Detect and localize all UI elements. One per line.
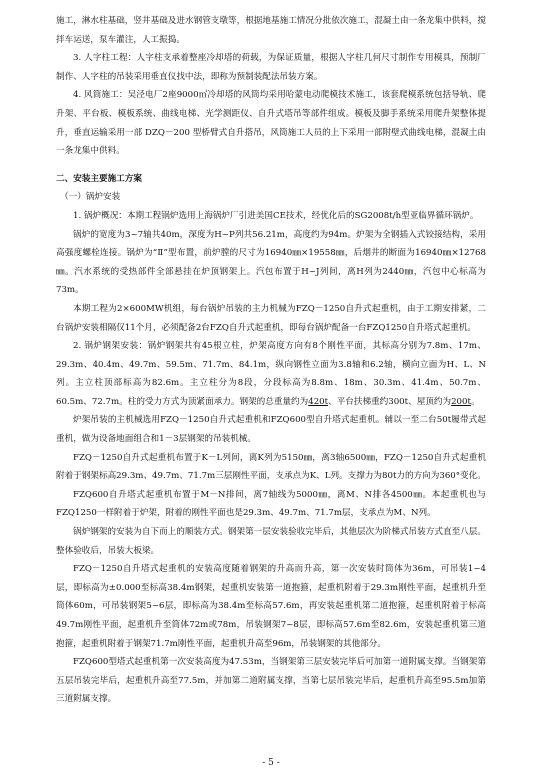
roof-weight: 200t — [451, 396, 471, 407]
paragraph-fzq1250-climbing: FZQ－1250自升塔式起重机的安装高度随着钢架的升高而升高，第一次安装时筒体为36m，可吊装1~4层，即标高为±0.000至标高38.4m钢架，起重机安装第一道抱箍，起重机附着于29.3m刚性平面，起重机升至筒体60m，可吊装钢架5~6层，即标高为38.4m至标高57.6m，再安装起重机第二道抱箍，起重机附着于标高49.7m刚性平面，起重机升至筒体72m或78m，吊装钢架7~8层，即标高57.6m至82.6m，安装起重机第三道抱箍，起重机附着于钢架71.7m刚性平面，起重机升高至96m，吊装钢架的其他部分。 — [56, 564, 486, 649]
section-heading: 二、安装主要施工方案 — [56, 173, 142, 184]
paragraph-installation-order: 锅炉钢架的安装为自下而上的顺装方式。钢架第一层安装验收完毕后，其他层次为阶梯式吊装方式直至八层。整体验收后，吊装大板梁。 — [56, 527, 486, 556]
paragraph-fzq600-climbing: FZQ600型塔式起重机第一次安装高度为47.53m，当钢架第三层安装完毕后可加第一道附属支撑。当钢架第五层吊装完毕后，起重机升高至77.5m，并加第二道附属支撑，当第七层吊装完毕后，起重机升高至95.5m加第三道附属支撑。 — [56, 657, 486, 705]
frame-end-text: 。 — [470, 396, 480, 407]
paragraph-crane-config: 本期工程为2×600MW机组，每台锅炉吊装的主力机械为FZQ－1250自升式起重机，由于工期安排紧，二台锅炉安装相隔仅11个月，必须配备2台FZQ自升式起重机，即每台锅炉配备一台FZQ1250自升塔式起重机。 — [56, 303, 486, 333]
paragraph-fzq1250-layout: FZQ－1250自升式起重机布置于K－L列间，离K列为5150㎜，离3轴6500㎜，FZQ－1250自升式起重机附着于钢架标高29.3m、49.7m、71.7m三层刚性平面，支承点为K、L列。支撑力为80t力的方向为360°变化。 — [56, 452, 486, 482]
paragraph-fzq600-layout: FZQ600自升塔式起重机布置于M－N排间，离7轴线为5000㎜，离M、N排各4500㎜。本起重机也与FZQ1250一样附着于炉架，附着的刚性平面也是29.3m、49.7m、71.7m层，支承点为M、N列。 — [56, 489, 486, 519]
paragraph-steel-frame — [56, 337, 486, 411]
steel-frame-text: 2. 锅炉钢架安装：锅炉钢架共有45根立柱，炉架高度方向有8个刚性平面，其标高分别为7.8m、17m、29.3m、40.4m、49.7m、59.5m、71.7m、84.1m，纵向钢性立面为3.8轴和6.2轴，横向立面为H、L、N列。主立柱顶部标高为82.6m。主立柱分为8段，分段标高为8.8m、18m、30.3m、41.4m、50.7m、60.5m、72.7m。柱的受力方式为顶紧面承力。钢架的总重量约为 — [56, 341, 486, 407]
frame-weight: 420t — [308, 396, 329, 407]
paragraph-foundation-works: 施工，淋水柱基础，竖井基础及进水钢管支墩等，根据地基施工情况分批依次施工，混凝土由一条龙集中供料，搅拌车运送，泵车灌注，人工振捣。 — [56, 16, 486, 45]
paragraph-boiler-overview: 1. 锅炉概况：本期工程锅炉选用上海锅炉厂引进美国CE技术，经优化后的SG2008t/h型亚临界循环锅炉。 — [73, 210, 479, 221]
paragraph-lifting-machinery: 炉架吊装的主机械选用FZQ－1250自升式起重机和FZQ600型自升塔式起重机。辅以一至二台50t履带式起重机，做为设备地面组合和1－3层钢架的吊装机械。 — [56, 415, 486, 445]
subsection-heading: （一）锅炉安装 — [60, 192, 121, 203]
paragraph-column-works: 3. 人字柱工程：人字柱支承着整座冷却塔的荷载，为保证质量，根据人字柱几何尺寸制作专用模具，预制厂制作、人字柱的吊装采用垂直仪找中法，即称为预制装配法吊装方案。 — [56, 53, 486, 82]
page-number: - 5 - — [262, 758, 280, 768]
frame-weight-text: 、平台扶梯重约300t、屋顶约为 — [328, 396, 452, 407]
paragraph-boiler-dimensions: 锅炉的宽度为3~7轴共40m，深度为H~P列共56.21m，高度约为94m。炉架为全钢插入式铰接结构，采用高强度螺栓连接。锅炉为“Ⅱ”型布置，前炉膛的尺寸为16940㎜×19558㎜，后烟井的断面为16940㎜×12768㎜。汽水系统的受热部件全部悬挂在炉顶钢架上。汽包布置于H~J列间，离H列为2440㎜，汽包中心标高为73m。 — [56, 229, 486, 296]
paragraph-shell-works: 4. 风筒施工：吴泾电厂2座9000㎡冷却塔的风筒均采用哈蒙电动爬模技术施工，该套爬模系统包括导轨、爬升架、平台板、模板系统、曲线电梯、光学测距仪、自升式塔吊等部件组成。模板及脚手系统采用爬升架整体提升，垂直运输采用一部 DZQ－200 型桥臂式自升搭吊，风筒施工人员的上下采用一部附壁式曲线电梯，混凝土由一条龙集中供料。 — [56, 90, 486, 157]
